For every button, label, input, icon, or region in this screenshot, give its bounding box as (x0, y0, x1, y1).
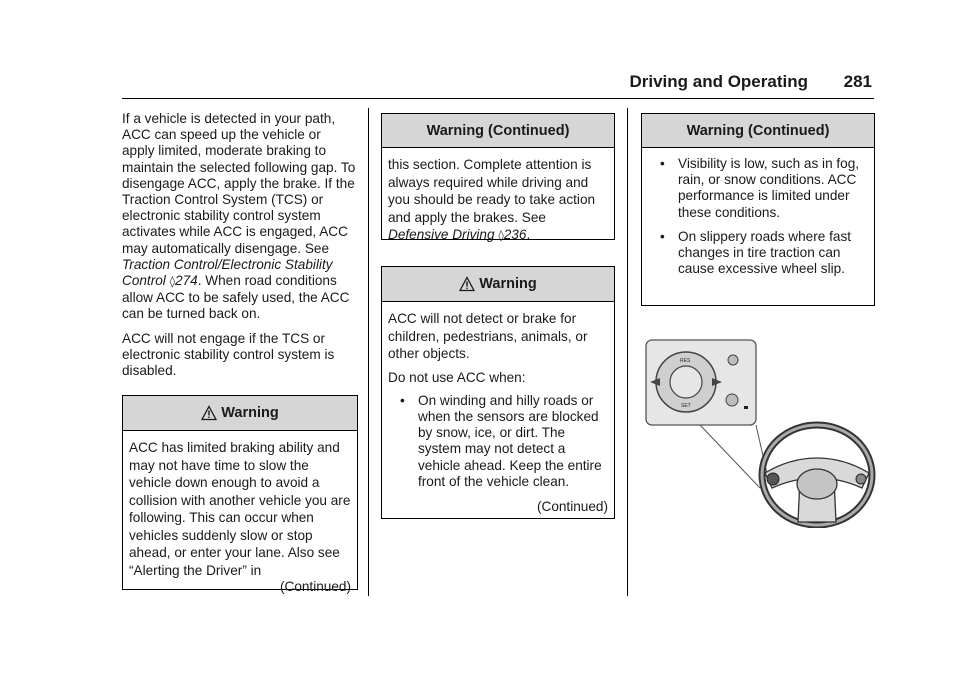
warning-paragraph: Do not use ACC when: (388, 369, 526, 385)
warning-body (642, 148, 874, 277)
warning-header (123, 396, 357, 431)
page-ref-icon: ◊ (169, 275, 176, 289)
set-button-label: SET (681, 403, 691, 409)
section-title: Driving and Operating (629, 72, 808, 91)
warning-bullet-list (648, 156, 868, 277)
continued-label: (Continued) (279, 579, 351, 594)
column-divider (627, 108, 628, 596)
warning-title: Warning (221, 405, 279, 421)
bullet-marker: • (660, 228, 665, 244)
warning-icon (459, 276, 475, 292)
bullet-item (648, 156, 868, 221)
warning-header (642, 114, 874, 148)
paragraph-text: If a vehicle is detected in your path, ACC can speed up the vehicle or apply limited, moderate braking to maintain the selected following gap. To disengage ACC, apply the brake. If the Traction Control System (TCS) or electronic stability control system activates while ACC is engaged, ACC may automatically disengage. See (122, 111, 356, 256)
warning-bullet-list (388, 393, 608, 490)
warning-box-continued (641, 113, 875, 306)
bullet-marker: • (660, 156, 665, 171)
page-ref-number[interactable]: 274 (175, 273, 198, 289)
warning-box (381, 266, 615, 519)
bullet-text: Visibility is low, such as in fog, rain, or snow conditions. ACC performance is limited under these conditions. (678, 156, 860, 220)
warning-box (122, 395, 358, 594)
cross-reference-link[interactable]: Traction Control/Electronic Stability Control (122, 256, 333, 289)
warning-paragraph: ACC will not detect or brake for children, pedestrians, animals, or other objects. (388, 311, 588, 361)
bullet-text: On winding and hilly roads or when the sensors are blocked by snow, ice, or dirt. The system may not detect a vehicle ahead. Keep the entire front of the vehicle clean. (418, 392, 602, 489)
column-divider (368, 108, 369, 596)
warning-title: Warning (Continued) (426, 122, 570, 139)
warning-box-continued (381, 113, 615, 240)
paragraph: ACC will not engage if the TCS or electronic stability control system is disabled. (122, 330, 335, 379)
warning-header (382, 267, 614, 302)
cross-reference-link[interactable]: Defensive Driving (388, 227, 495, 242)
paragraph-text: . When road conditions allow ACC to be safely used, the ACC can be turned back on. (122, 273, 350, 322)
continued-label: (Continued) (536, 499, 608, 514)
warning-title: Warning (479, 276, 537, 292)
warning-title: Warning (Continued) (686, 122, 830, 139)
bullet-item (648, 229, 868, 278)
res-button-label: RES (680, 358, 691, 364)
page-ref-icon: ◊ (498, 229, 504, 242)
column-1 (122, 111, 356, 387)
warning-header (382, 114, 614, 148)
warning-body: ACC has limited braking ability and may not have time to slow the vehicle down enough to avoid a collision with another vehicle you are following. This can occur when vehicles suddenly slow or stop ahead, or enter your lane. Also see “Alerting the Driver” in (129, 440, 351, 578)
warning-text: this section. Complete attention is always required while driving and you should be ready to take action and apply the brakes. See (388, 157, 596, 225)
warning-body (382, 148, 614, 245)
page-number: 281 (843, 72, 872, 91)
bullet-text: On slippery roads where fast changes in tire traction can cause excessive wheel slip. (678, 228, 852, 277)
page-ref-number[interactable]: 236 (503, 227, 527, 242)
bullet-marker: • (400, 392, 405, 408)
steering-wheel-acc-controls-icon (640, 338, 880, 528)
bullet-item (388, 393, 608, 490)
warning-icon (201, 405, 217, 421)
page-header (122, 70, 874, 99)
paragraph (122, 111, 356, 323)
warning-text: . (526, 227, 531, 242)
warning-body (382, 302, 614, 490)
